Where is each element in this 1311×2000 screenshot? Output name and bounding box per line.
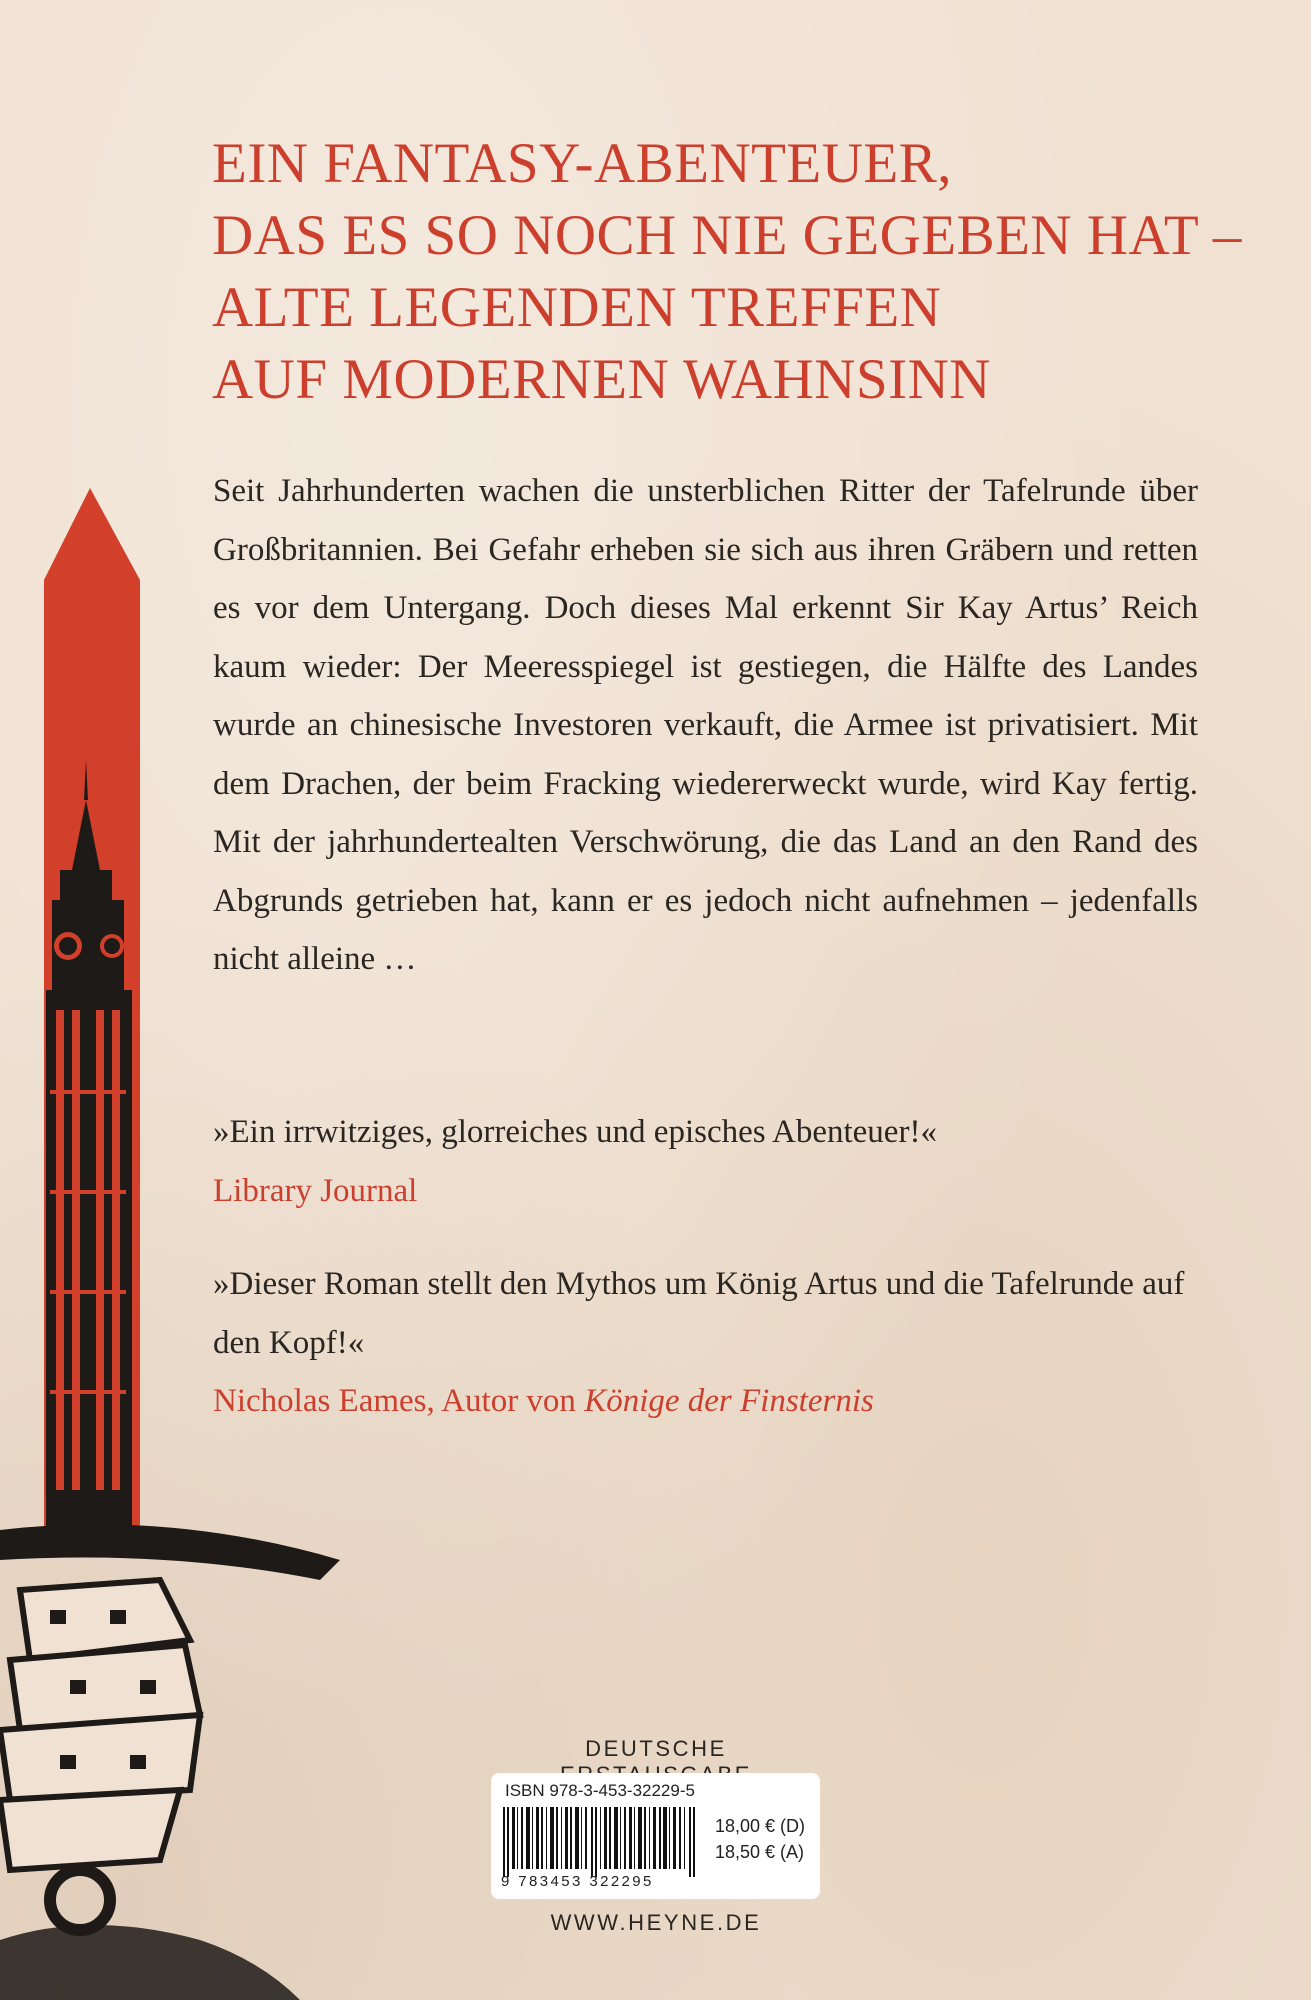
price-austria: 18,50 € (A) bbox=[715, 1842, 805, 1862]
barcode-icon bbox=[503, 1807, 701, 1877]
blurb-text: Seit Jahrhunderten wachen die unsterblichen Ritter der Tafelrunde über Großbritannien. Bei Gefahr erheben sie sich aus ihren Gräbern und retten es vor dem Untergang. Doch dieses Mal erkennt Sir Kay Artus’ Reich kaum wieder: Der Meeresspiegel ist gestiegen, die Hälfte des Landes wurde an chinesische Investoren verkauft, die Armee ist privatisiert. Mit dem Drachen, der beim Fracking wiedererweckt wurde, wird Kay fertig. Mit der jahrhundertealten Verschwörung, die das Land an den Rand des Abgrunds getrieben hat, kann er es jedoch nicht aufnehmen – jedenfalls nicht alleine … bbox=[213, 473, 1198, 977]
prices bbox=[715, 1813, 805, 1865]
headline bbox=[212, 128, 1292, 416]
headline-line-2: DAS ES SO NOCH NIE GEGEBEN HAT – bbox=[212, 204, 1242, 267]
isbn-label: ISBN 978-3-453-32229-5 bbox=[505, 1781, 695, 1800]
headline-line-1: EIN FANTASY-ABENTEUER, bbox=[212, 132, 953, 195]
price-germany: 18,00 € (D) bbox=[715, 1816, 806, 1836]
quote-text: »Dieser Roman stellt den Mythos um König Artus und die Tafelrunde auf den Kopf!« bbox=[213, 1266, 1185, 1361]
edition-label: DEUTSCHE bbox=[585, 1736, 727, 1761]
quote-text: »Ein irrwitziges, glorreiches und episches Abenteuer!« bbox=[213, 1114, 937, 1150]
barcode-panel bbox=[491, 1773, 820, 1899]
review-quote bbox=[213, 1255, 1198, 1431]
quote-source bbox=[213, 1372, 1198, 1431]
quote-source-title: Könige der Finsternis bbox=[584, 1383, 874, 1419]
review-quote bbox=[213, 1103, 1198, 1220]
headline-line-4: AUF MODERNEN WAHNSINN bbox=[212, 348, 991, 411]
barcode-number: 9 783453 322295 bbox=[501, 1873, 654, 1890]
quote-source-author: Nicholas Eames, Autor von bbox=[213, 1383, 585, 1419]
headline-line-3: ALTE LEGENDEN TREFFEN bbox=[212, 276, 942, 339]
publisher-website: WWW.HEYNE.DE bbox=[550, 1910, 762, 1935]
quote-source: Library Journal bbox=[213, 1172, 418, 1209]
